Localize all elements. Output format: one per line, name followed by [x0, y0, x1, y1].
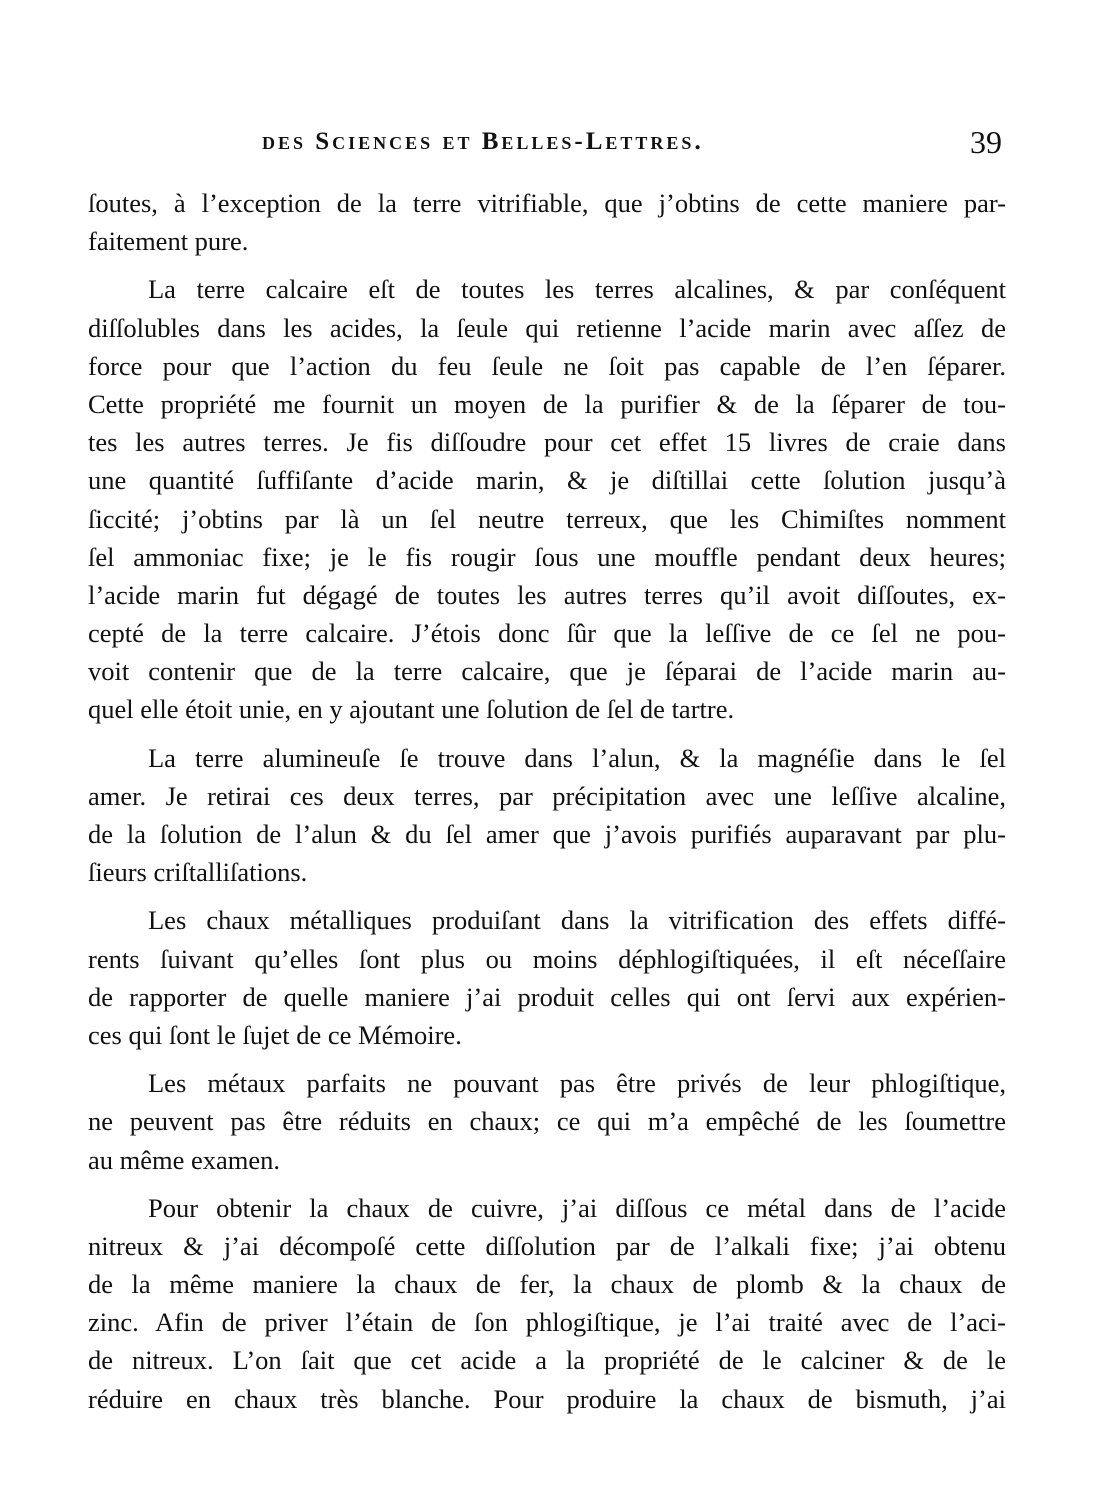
text-line: La terre alumineuſe ſe trouve dans l’alun, & la magnéſie dans le ſel	[148, 742, 1006, 773]
running-head	[262, 124, 1002, 168]
text-line: ſieurs criſtalliſations.	[88, 857, 308, 888]
text-line: ſoutes, à l’exception de la terre vitrifiable, que j’obtins de cette maniere par-	[88, 188, 1006, 218]
paragraph	[88, 901, 1006, 1054]
text-line: de la même maniere la chaux de fer, la chaux de plomb & la chaux de	[88, 1269, 1006, 1300]
text-line: Cette propriété me fournit un moyen de la purifier & de la ſéparer de tou-	[88, 388, 1006, 419]
paragraph	[88, 1189, 1006, 1418]
text-line: rents ſuivant qu’elles ſont plus ou moins déphlogiſtiquées, il eſt néceſſaire	[88, 943, 1006, 974]
page-number: 39	[970, 124, 1002, 160]
text-line: zinc. Afin de priver l’étain de ſon phlogiſtique, je l’ai traité avec de l’aci-	[88, 1307, 1006, 1338]
text-line: voit contenir que de la terre calcaire, que je ſéparai de l’acide marin au-	[88, 656, 1006, 687]
text-line: tes les autres terres. Je fis diſſoudre pour cet effet 15 livres de craie dans	[88, 427, 1006, 458]
text-line: au même examen.	[88, 1144, 281, 1175]
text-line: ne peuvent pas être réduits en chaux; ce qui m’a empêché de les ſoumettre	[88, 1106, 1006, 1137]
paragraph	[88, 184, 1006, 260]
text-line: l’acide marin fut dégagé de toutes les autres terres qu’il avoit diſſoutes, ex-	[88, 579, 1006, 610]
running-title: des Sciences et Belles-Lettres.	[262, 128, 704, 155]
text-line: nitreux & j’ai décompoſé cette diſſolution par de l’alkali fixe; j’ai obtenu	[88, 1230, 1006, 1261]
paragraph	[88, 1064, 1006, 1179]
text-line: force pour que l’action du feu ſeule ne ſoit pas capable de l’en ſéparer.	[88, 350, 1006, 381]
text-line: La terre calcaire eſt de toutes les terres alcalines, & par conſéquent	[148, 274, 1006, 305]
text-line: ſel ammoniac fixe; je le fis rougir ſous une mouffle pendant deux heures;	[88, 541, 1006, 572]
text-line: réduire en chaux très blanche. Pour produire la chaux de bismuth, j’ai	[88, 1383, 1006, 1414]
text-line: de rapporter de quelle maniere j’ai produit celles qui ont ſervi aux expérien-	[88, 981, 1006, 1012]
text-line: Les métaux parfaits ne pouvant pas être privés de leur phlogiſtique,	[148, 1068, 1006, 1099]
text-line: amer. Je retirai ces deux terres, par précipitation avec une leſſive alcaline,	[88, 780, 1006, 811]
text-line: cepté de la terre calcaire. J’étois donc ſûr que la leſſive de ce ſel ne pou-	[88, 618, 1006, 649]
text-line: une quantité ſuffiſante d’acide marin, & je diſtillai cette ſolution jusqu’à	[88, 465, 1006, 496]
text-line: faitement pure.	[88, 226, 249, 257]
body-text	[88, 184, 1006, 1418]
text-line: de la ſolution de l’alun & du ſel amer que j’avois purifiés auparavant par plu-	[88, 819, 1006, 849]
text-line: diſſolubles dans les acides, la ſeule qui retienne l’acide marin avec aſſez de	[88, 312, 1006, 343]
paragraph	[88, 739, 1006, 892]
text-line: quel elle étoit unie, en y ajoutant une ſolution de ſel de tartre.	[88, 694, 735, 725]
text-line: Pour obtenir la chaux de cuivre, j’ai diſſous ce métal dans de l’acide	[148, 1192, 1006, 1223]
text-line: de nitreux. L’on ſait que cet acide a la propriété de le calciner & de le	[88, 1345, 1006, 1376]
text-line: ſiccité; j’obtins par là un ſel neutre terreux, que les Chimiſtes nomment	[88, 503, 1006, 534]
paragraph	[88, 270, 1006, 728]
text-line: Les chaux métalliques produiſant dans la vitrification des effets diffé-	[148, 905, 1006, 936]
text-line: ces qui ſont le ſujet de ce Mémoire.	[88, 1019, 462, 1050]
